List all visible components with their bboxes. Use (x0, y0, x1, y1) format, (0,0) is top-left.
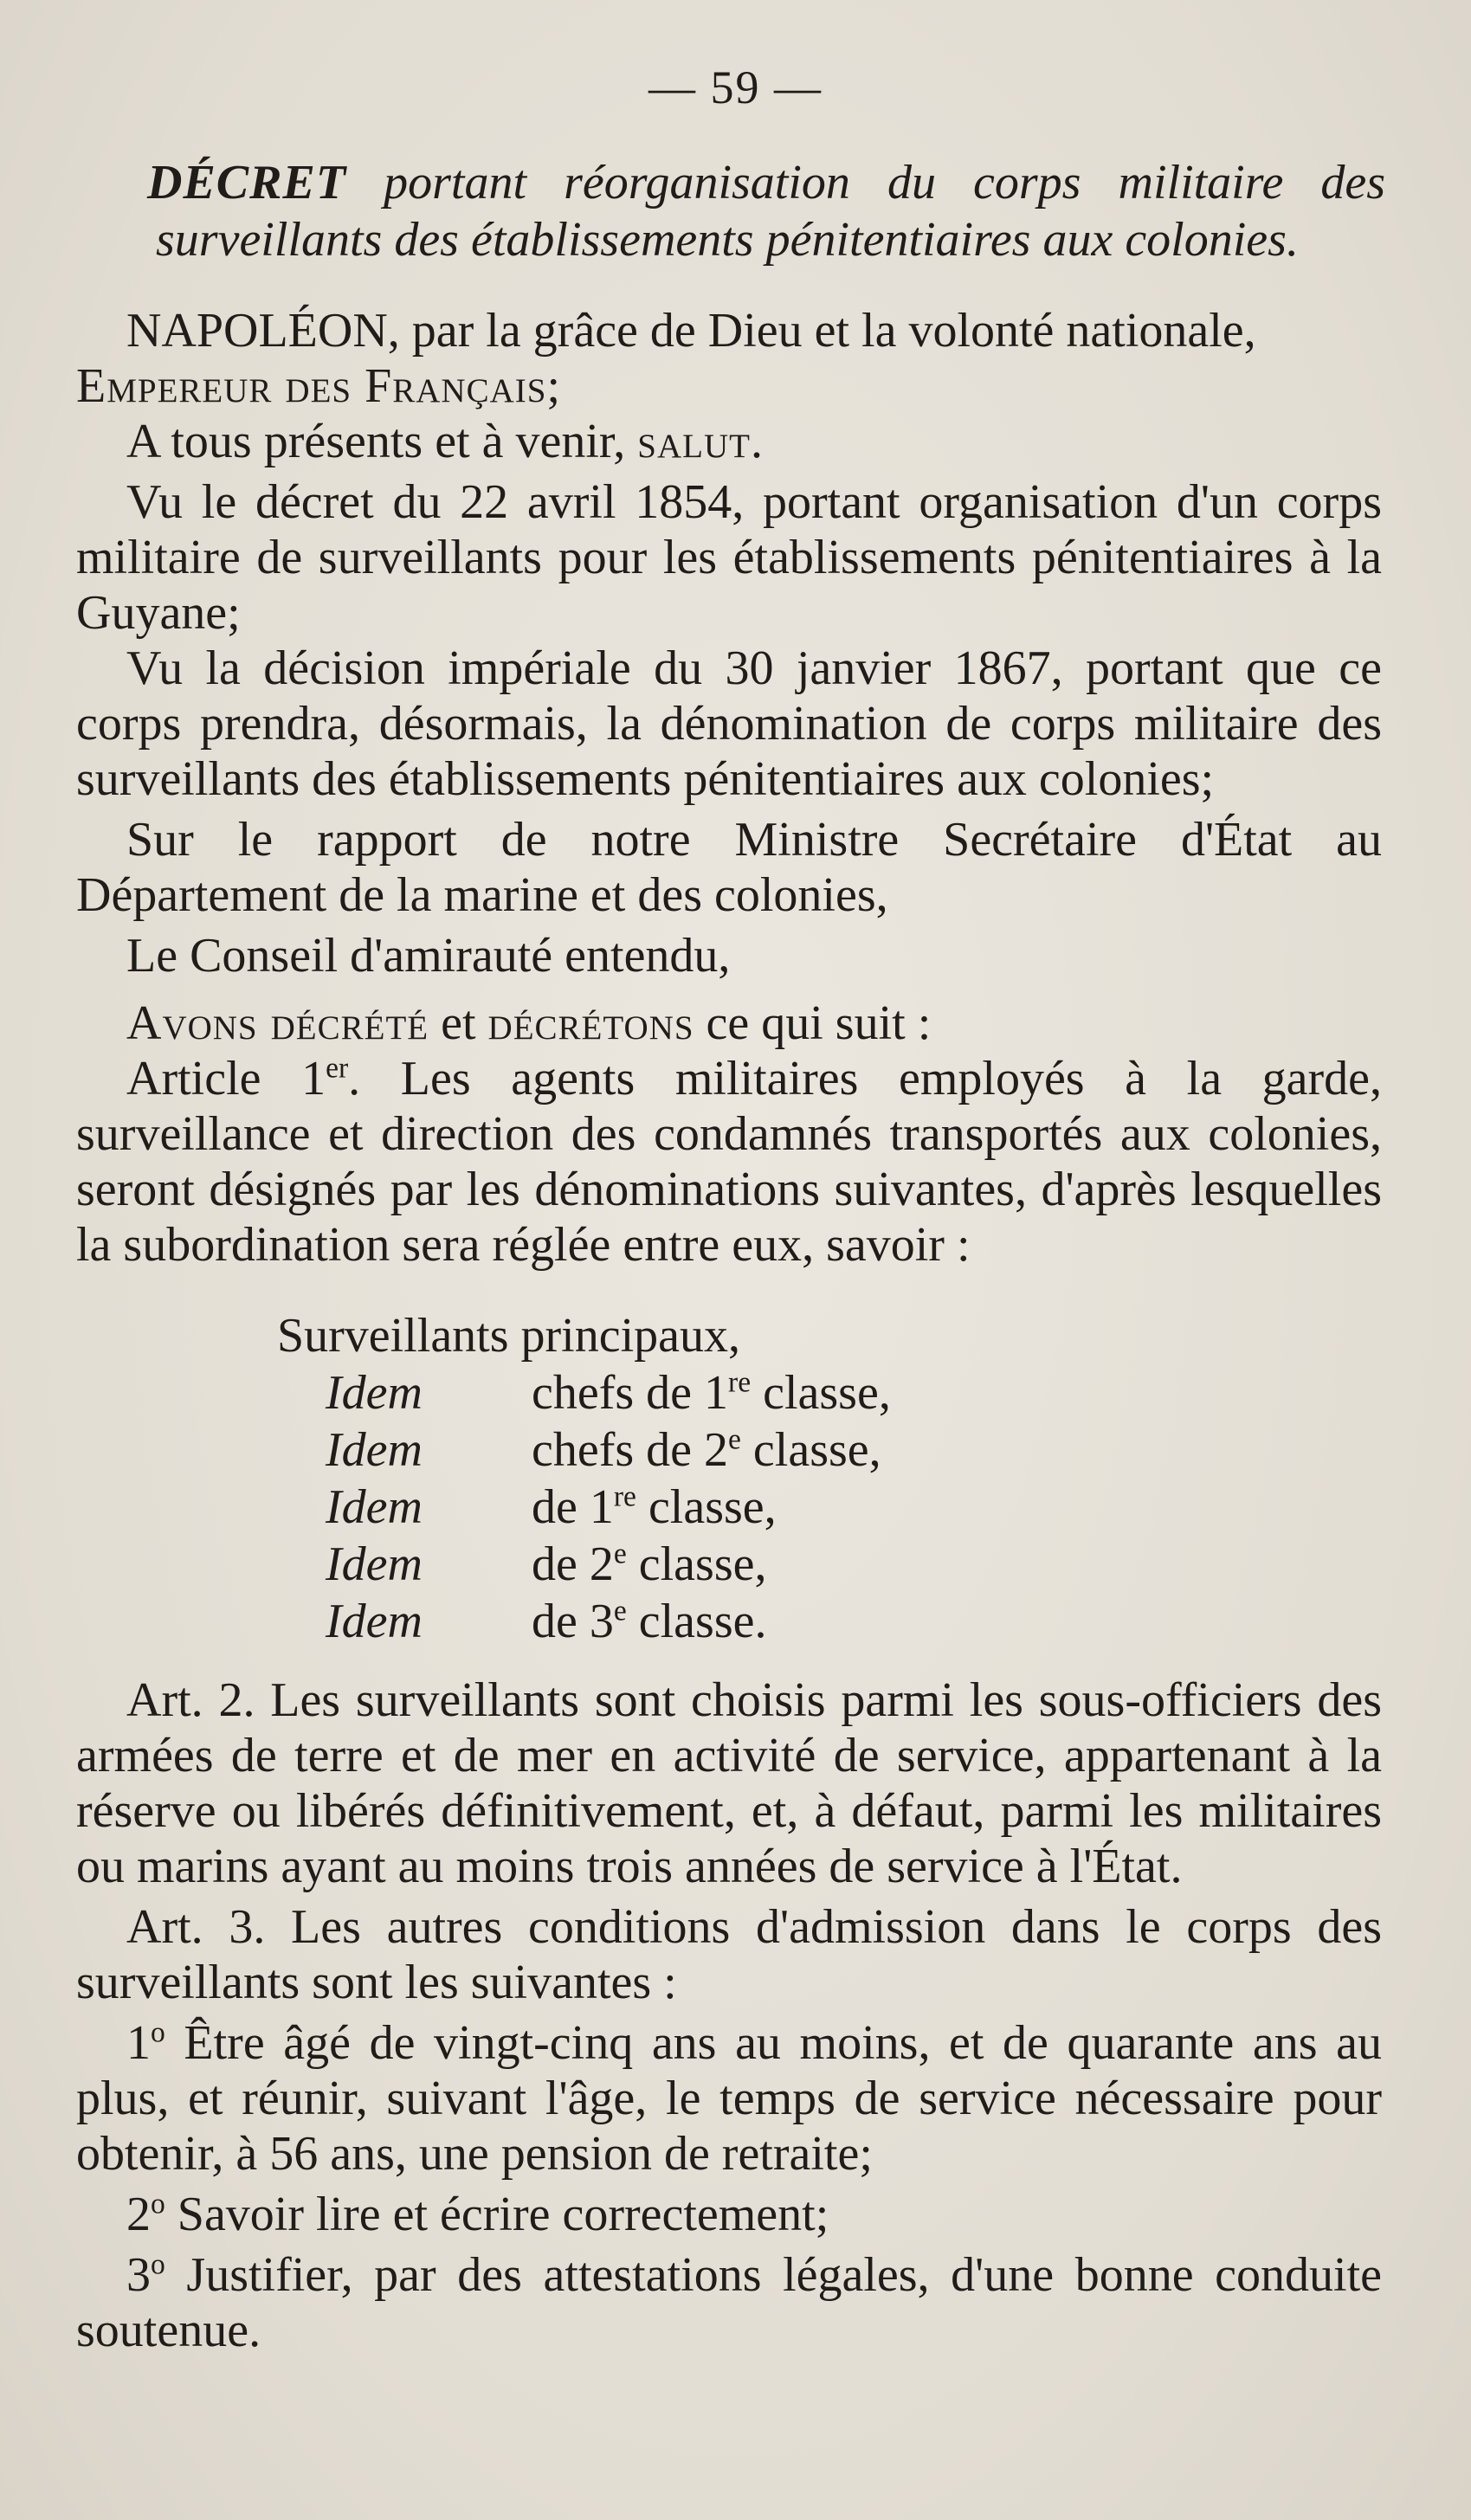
decree-body (76, 303, 1382, 2358)
grade-row (277, 1364, 1382, 1421)
article-2: Art. 2. Les surveillants sont choisis parmi les sous-officiers des armées de terre et de mer en activité de service, appartenant à la réserve ou libérés définitivement, et, à défaut, parmi les militaires ou marins ayant au moins trois années de service à l'État. (76, 1673, 1382, 1893)
article-1-label-end: . (348, 1052, 361, 1105)
grade-label: de 1re classe, (532, 1480, 777, 1534)
decree-title-rest: portant réorganisation du corps militaire des (384, 156, 1386, 209)
grade-label: de 3e classe. (532, 1595, 767, 1648)
grade-label: de 2e classe, (532, 1537, 767, 1591)
greeting-end: . (750, 415, 763, 468)
grade-row (277, 1479, 1382, 1536)
grade-label: chefs de 2e classe, (532, 1423, 881, 1477)
grade-idem: Idem (326, 1423, 423, 1477)
page-number: — 59 — (648, 61, 823, 113)
consideration-paragraph: Le Conseil d'amirauté entendu, (126, 929, 731, 983)
grade-label: Surveillants principaux, (277, 1309, 741, 1363)
grade-idem: Idem (326, 1537, 423, 1591)
emperor-rest: , par la grâce de Dieu et la volonté nationale, (387, 304, 1256, 358)
emperor-name: NAPOLÉON (126, 304, 388, 358)
consideration-paragraph: Vu le décret du 22 avril 1854, portant organisation d'un corps militaire de surveillants pour les établissements pénitentiaires à la Guyane; (76, 475, 1382, 640)
article-3: Art. 3. Les autres conditions d'admission dans le corps des surveillants sont les suivantes : (76, 1900, 1382, 2009)
grade-row (277, 1536, 1382, 1593)
grade-row (277, 1307, 1382, 1364)
emperor-title-end: ; (546, 359, 560, 413)
condition-item: 1$^o$ Être âgé de vingt-cinq ans au moins, et de quarante ans au plus, et réunir, suivant l'âge, le temps de service nécessaire pour obtenir, à 56 ans, une pension de retraite; (76, 2016, 1382, 2181)
grade-row (277, 1421, 1382, 1479)
article-1-label-sup: er (326, 1052, 349, 1085)
grade-label: chefs de 1re classe, (532, 1366, 891, 1420)
condition-item: 2$^o$ Savoir lire et écrire correctement; (126, 2188, 829, 2241)
grade-row (277, 1593, 1382, 1650)
formula-avons: Avons décrété (126, 996, 429, 1050)
grade-idem: Idem (326, 1595, 423, 1648)
emperor-title: Empereur des Français (76, 359, 547, 413)
consideration-paragraph: Sur le rapport de notre Ministre Secrétaire d'État au Département de la marine et des colonies, (76, 813, 1382, 922)
consideration-paragraph: Vu la décision impériale du 30 janvier 1867, portant que ce corps prendra, désormais, la dénomination de corps militaire des surveillants des établissements pénitentiaires aux colonies; (76, 641, 1382, 806)
formula-et: et (429, 996, 488, 1050)
grade-idem: Idem (326, 1366, 423, 1420)
formula-decretons: décrétons (487, 996, 694, 1050)
article-1-text: Les agents militaires employés à la garde, surveillance et direction des condamnés transportés aux colonies, seront désignés par les dénominations suivantes, d'après lesquelles la subordination sera réglée entre eux, savoir : (76, 1052, 1382, 1272)
greeting-line (76, 414, 1382, 469)
decree-formula (76, 996, 1382, 1051)
emperor-title-line (76, 358, 1382, 414)
decree-title-line-2: surveillants des établissements pénitentiaires aux colonies. (156, 213, 1299, 267)
decree-title-line-1 (87, 154, 1385, 211)
article-1 (76, 1051, 1382, 1273)
decree-title (87, 154, 1385, 268)
article-1-label: Article 1 (126, 1052, 326, 1105)
greeting-salut: salut (637, 415, 751, 468)
decree-title-lead: DÉCRET (147, 156, 347, 209)
grades-list (277, 1307, 1382, 1650)
formula-rest: ce qui suit : (694, 996, 932, 1050)
condition-item: 3$^o$ Justifier, par des attestations légales, d'une bonne conduite soutenue. (76, 2248, 1382, 2357)
emperor-line (76, 303, 1382, 358)
greeting-start: A tous présents et à venir, (126, 415, 638, 468)
grade-idem: Idem (326, 1480, 423, 1534)
